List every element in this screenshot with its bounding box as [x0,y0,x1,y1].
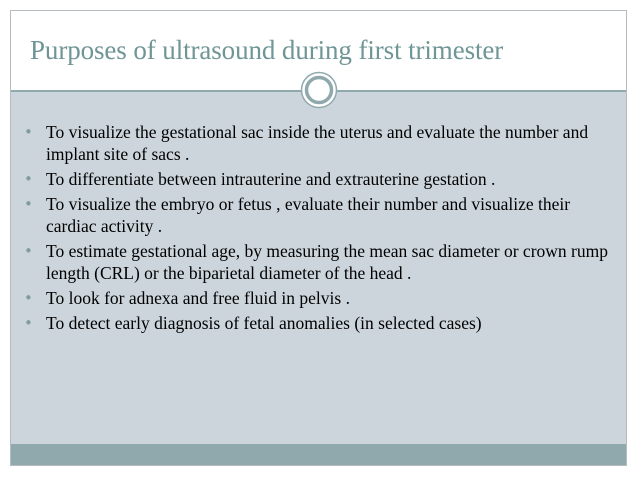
bullet-item [23,121,623,165]
bullet-icon: • [24,195,33,213]
bullet-text: To estimate gestational age, by measuring the mean sac diameter or crown rump length (CRL) or the biparietal diameter of the head . [46,241,608,283]
bullet-icon: • [24,170,33,188]
bullet-text: To look for adnexa and free fluid in pelvis . [46,288,350,308]
bullet-icon: • [24,242,33,260]
bullet-item [23,240,623,284]
bullet-item [23,168,623,190]
circle-ring-icon [300,71,338,109]
footer-band [11,444,626,466]
bullet-list [23,121,623,337]
bullet-item [23,312,623,334]
bullet-item [23,287,623,309]
slide [10,10,627,466]
bullet-icon: • [24,314,33,332]
bullet-text: To detect early diagnosis of fetal anomalies (in selected cases) [46,313,482,333]
bullet-text: To differentiate between intrauterine and extrauterine gestation . [46,169,496,189]
bullet-icon: • [24,289,33,307]
slide-title: Purposes of ultrasound during first trimester [30,35,504,65]
bullet-icon: • [24,123,33,141]
bullet-item [23,193,623,237]
bullet-text: To visualize the embryo or fetus , evaluate their number and visualize their cardiac activity . [46,194,571,236]
bullet-text: To visualize the gestational sac inside the uterus and evaluate the number and implant site of sacs . [46,122,589,164]
